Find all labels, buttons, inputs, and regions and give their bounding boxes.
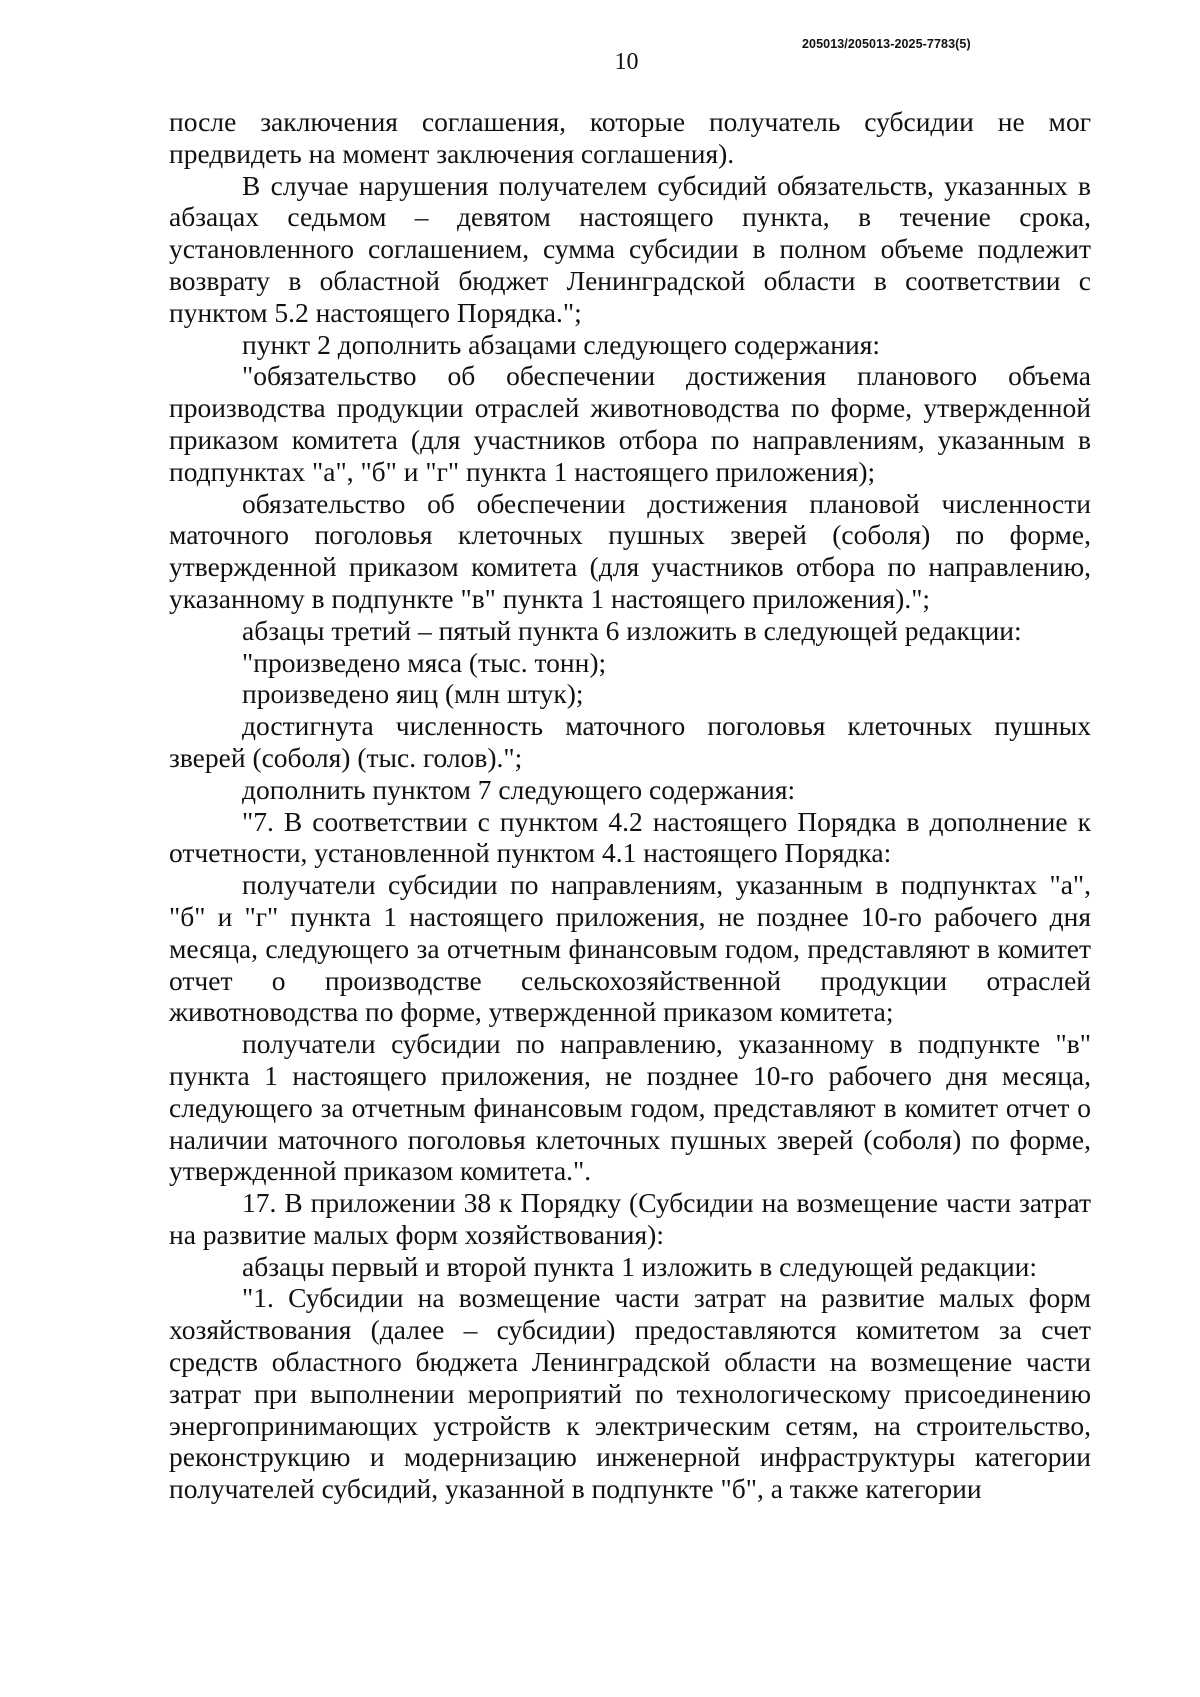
paragraph: абзацы третий – пятый пункта 6 изложить в следующей редакции:: [242, 614, 1022, 646]
paragraph: получатели субсидии по направлениям, указанным в подпунктах "а", "б" и "г" пункта 1 настоящего приложения, не позднее 10-го рабочего дня месяца, следующего за отчетным финансовым годом, представляют в комитет отчет о производстве сельскохозяйственной продукции отраслей животноводства по форме, утвержденной приказом комитета;: [169, 869, 1091, 1028]
paragraph: после заключения соглашения, которые получатель субсидии не мог предвидеть на момент заключения соглашения).: [169, 106, 1091, 169]
paragraph: "7. В соответствии с пунктом 4.2 настоящего Порядка в дополнение к отчетности, установленной пунктом 4.1 настоящего Порядка:: [169, 805, 1091, 869]
paragraph: получатели субсидии по направлению, указанному в подпункте "в" пункта 1 настоящего приложения, не позднее 10-го рабочего дня месяца, следующего за отчетным финансовым годом, представляют в комитет отчет о наличии маточного поголовья клеточных пушных зверей (соболя) по форме, утвержденной приказом комитета.".: [169, 1028, 1091, 1187]
paragraph: 17. В приложении 38 к Порядку (Субсидии на возмещение части затрат на развитие малых форм хозяйствования):: [169, 1187, 1091, 1250]
paragraph: обязательство об обеспечении достижения плановой численности маточного поголовья клеточных пушных зверей (соболя) по форме, утвержденной приказом комитета (для участников отбора по направлению, указанному в подпункте "в" пункта 1 настоящего приложения).";: [169, 487, 1091, 614]
document-registration-number: 205013/205013-2025-7783(5): [802, 37, 971, 51]
paragraph: "1. Субсидии на возмещение части затрат на развитие малых форм хозяйствования (далее – субсидии) предоставляются комитетом за счет средств областного бюджета Ленинградской области на возмещение части затрат при выполнении мероприятий по технологическому присоединению энергопринимающих устройств к электрическим сетям, на строительство, реконструкцию и модернизацию инженерной инфраструктуры категории получателей субсидий, указанной в подпункте "б", а также категории: [169, 1282, 1091, 1505]
paragraph: достигнута численность маточного поголовья клеточных пушных зверей (соболя) (тыс. голов).";: [169, 710, 1091, 773]
paragraph: произведено яиц (млн штук);: [242, 678, 584, 710]
page-number: 10: [614, 49, 639, 75]
paragraph: пункт 2 дополнить абзацами следующего содержания:: [242, 328, 881, 360]
document-body: [169, 106, 1091, 1505]
paragraph: В случае нарушения получателем субсидий обязательств, указанных в абзацах седьмом – девятом настоящего пункта, в течение срока, установленного соглашением, сумма субсидии в полном объеме подлежит возврату в областной бюджет Ленинградской области в соответствии с пунктом 5.2 настоящего Порядка.";: [169, 169, 1091, 328]
paragraph: "произведено мяса (тыс. тонн);: [242, 646, 607, 678]
paragraph: дополнить пунктом 7 следующего содержания:: [242, 773, 796, 805]
paragraph: "обязательство об обеспечении достижения планового объема производства продукции отраслей животноводства по форме, утвержденной приказом комитета (для участников отбора по направлениям, указанным в подпунктах "а", "б" и "г" пункта 1 настоящего приложения);: [169, 360, 1091, 487]
paragraph: абзацы первый и второй пункта 1 изложить в следующей редакции:: [242, 1250, 1038, 1282]
